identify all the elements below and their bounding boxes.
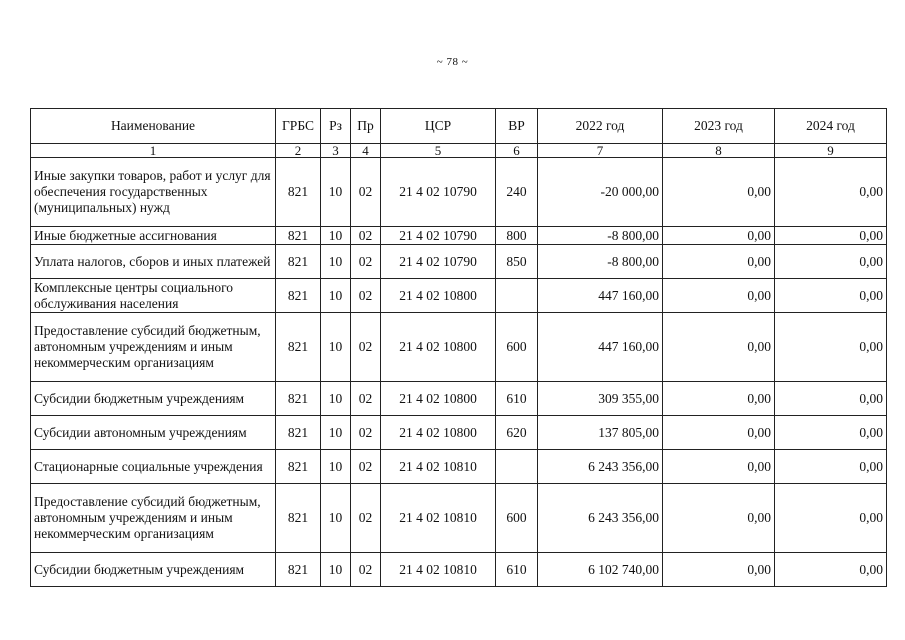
row-rz: 10 (321, 553, 351, 587)
row-2024: 0,00 (775, 553, 887, 587)
row-grbs: 821 (276, 313, 321, 382)
row-2022: -20 000,00 (538, 158, 663, 227)
row-pr: 02 (351, 416, 381, 450)
row-2022: -8 800,00 (538, 227, 663, 245)
row-csr: 21 4 02 10790 (381, 227, 496, 245)
table-row (31, 158, 887, 227)
column-number: 6 (496, 144, 538, 158)
table-row (31, 450, 887, 484)
row-name: Уплата налогов, сборов и иных платежей (31, 245, 276, 279)
row-vr: 620 (496, 416, 538, 450)
row-grbs: 821 (276, 484, 321, 553)
column-number: 2 (276, 144, 321, 158)
row-csr: 21 4 02 10810 (381, 553, 496, 587)
row-2022: 447 160,00 (538, 279, 663, 313)
row-2024: 0,00 (775, 484, 887, 553)
row-grbs: 821 (276, 416, 321, 450)
row-csr: 21 4 02 10800 (381, 313, 496, 382)
row-csr: 21 4 02 10790 (381, 245, 496, 279)
row-rz: 10 (321, 227, 351, 245)
row-2023: 0,00 (663, 245, 775, 279)
column-number: 5 (381, 144, 496, 158)
row-2023: 0,00 (663, 227, 775, 245)
row-name: Иные закупки товаров, работ и услуг для обеспечения государственных (муниципальных) нужд (31, 158, 276, 227)
row-rz: 10 (321, 279, 351, 313)
row-pr: 02 (351, 245, 381, 279)
row-2023: 0,00 (663, 484, 775, 553)
header-name: Наименование (31, 109, 276, 144)
header-grbs: ГРБС (276, 109, 321, 144)
table-row (31, 227, 887, 245)
row-vr: 240 (496, 158, 538, 227)
row-2024: 0,00 (775, 227, 887, 245)
row-vr: 800 (496, 227, 538, 245)
row-2023: 0,00 (663, 313, 775, 382)
row-csr: 21 4 02 10790 (381, 158, 496, 227)
row-grbs: 821 (276, 245, 321, 279)
row-name: Субсидии бюджетным учреждениям (31, 382, 276, 416)
row-rz: 10 (321, 382, 351, 416)
column-number: 3 (321, 144, 351, 158)
header-2024: 2024 год (775, 109, 887, 144)
header-pr: Пр (351, 109, 381, 144)
row-2024: 0,00 (775, 416, 887, 450)
row-pr: 02 (351, 553, 381, 587)
row-rz: 10 (321, 313, 351, 382)
row-vr: 610 (496, 382, 538, 416)
row-name: Иные бюджетные ассигнования (31, 227, 276, 245)
row-grbs: 821 (276, 158, 321, 227)
row-grbs: 821 (276, 553, 321, 587)
table-row (31, 313, 887, 382)
row-rz: 10 (321, 158, 351, 227)
row-2022: 137 805,00 (538, 416, 663, 450)
budget-table (30, 108, 887, 587)
row-rz: 10 (321, 245, 351, 279)
row-2024: 0,00 (775, 313, 887, 382)
row-vr: 610 (496, 553, 538, 587)
row-vr (496, 450, 538, 484)
header-2023: 2023 год (663, 109, 775, 144)
row-vr: 600 (496, 484, 538, 553)
row-2022: 6 102 740,00 (538, 553, 663, 587)
column-number: 4 (351, 144, 381, 158)
row-name: Предоставление субсидий бюджетным, автономным учреждениям и иным некоммерческим организациям (31, 313, 276, 382)
row-2023: 0,00 (663, 416, 775, 450)
row-csr: 21 4 02 10800 (381, 382, 496, 416)
table-row (31, 484, 887, 553)
page-number: ~ 78 ~ (436, 56, 469, 68)
row-rz: 10 (321, 416, 351, 450)
row-csr: 21 4 02 10800 (381, 416, 496, 450)
row-2022: 447 160,00 (538, 313, 663, 382)
row-2023: 0,00 (663, 279, 775, 313)
header-row (31, 109, 887, 144)
row-2024: 0,00 (775, 279, 887, 313)
table-row (31, 279, 887, 313)
column-number-row (31, 144, 887, 158)
row-2023: 0,00 (663, 553, 775, 587)
row-2022: 309 355,00 (538, 382, 663, 416)
row-grbs: 821 (276, 382, 321, 416)
row-grbs: 821 (276, 227, 321, 245)
row-rz: 10 (321, 450, 351, 484)
column-number: 7 (538, 144, 663, 158)
row-name: Предоставление субсидий бюджетным, автономным учреждениям и иным некоммерческим организациям (31, 484, 276, 553)
column-number: 1 (31, 144, 276, 158)
header-rz: Рз (321, 109, 351, 144)
row-2024: 0,00 (775, 450, 887, 484)
row-2024: 0,00 (775, 245, 887, 279)
row-pr: 02 (351, 279, 381, 313)
row-name: Субсидии бюджетным учреждениям (31, 553, 276, 587)
row-2023: 0,00 (663, 382, 775, 416)
header-vr: ВР (496, 109, 538, 144)
row-csr: 21 4 02 10810 (381, 484, 496, 553)
row-2023: 0,00 (663, 450, 775, 484)
row-pr: 02 (351, 227, 381, 245)
row-pr: 02 (351, 450, 381, 484)
row-rz: 10 (321, 484, 351, 553)
row-pr: 02 (351, 313, 381, 382)
table-row (31, 553, 887, 587)
row-csr: 21 4 02 10810 (381, 450, 496, 484)
row-grbs: 821 (276, 279, 321, 313)
row-2022: 6 243 356,00 (538, 484, 663, 553)
row-pr: 02 (351, 484, 381, 553)
row-pr: 02 (351, 382, 381, 416)
row-name: Субсидии автономным учреждениям (31, 416, 276, 450)
row-grbs: 821 (276, 450, 321, 484)
row-pr: 02 (351, 158, 381, 227)
row-2023: 0,00 (663, 158, 775, 227)
table-row (31, 382, 887, 416)
row-2022: -8 800,00 (538, 245, 663, 279)
row-2022: 6 243 356,00 (538, 450, 663, 484)
table-row (31, 416, 887, 450)
row-2024: 0,00 (775, 382, 887, 416)
table-row (31, 245, 887, 279)
header-2022: 2022 год (538, 109, 663, 144)
row-vr: 600 (496, 313, 538, 382)
column-number: 8 (663, 144, 775, 158)
row-vr (496, 279, 538, 313)
header-csr: ЦСР (381, 109, 496, 144)
row-2024: 0,00 (775, 158, 887, 227)
row-name: Стационарные социальные учреждения (31, 450, 276, 484)
row-vr: 850 (496, 245, 538, 279)
row-name: Комплексные центры социального обслуживания населения (31, 279, 276, 313)
column-number: 9 (775, 144, 887, 158)
row-csr: 21 4 02 10800 (381, 279, 496, 313)
